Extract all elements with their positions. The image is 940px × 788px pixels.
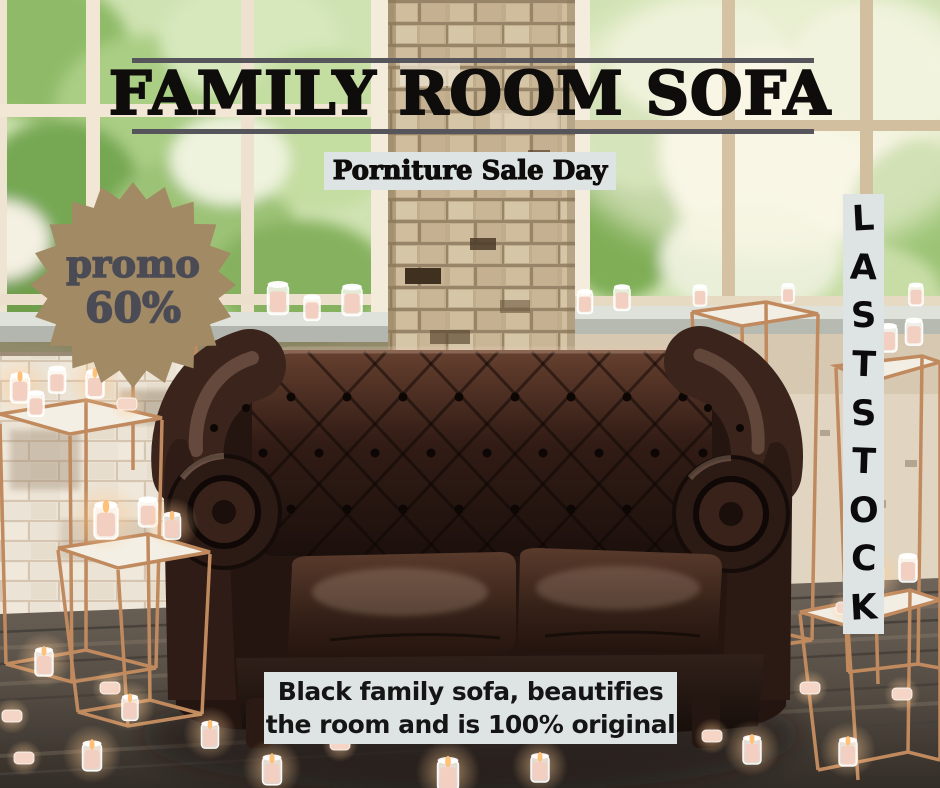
- side-banner-letter: C: [849, 538, 878, 580]
- side-banner-letter: S: [849, 295, 878, 337]
- promo-badge-label: promo: [66, 242, 200, 286]
- side-banner-letter: K: [848, 587, 879, 629]
- caption-panel: [264, 672, 677, 744]
- side-banner-letter: S: [849, 392, 878, 435]
- caption-line-1: Black family sofa, beautifies: [277, 677, 664, 706]
- caption-line-2: the room and is 100% original: [265, 710, 676, 739]
- side-banner: [843, 194, 884, 634]
- title-rule-bottom: [132, 129, 814, 134]
- side-banner-letter: A: [849, 247, 878, 289]
- promo-badge: [30, 182, 236, 388]
- poster-subtitle: Porniture Sale Day: [332, 156, 608, 186]
- side-banner-letter: T: [850, 344, 877, 386]
- side-banner-letter: O: [847, 489, 880, 532]
- side-banner-letter: L: [851, 198, 876, 240]
- side-banner-letter: T: [850, 441, 877, 483]
- promo-badge-value: 60%: [84, 284, 181, 332]
- poster-title: FAMILY ROOM SOFA: [108, 58, 832, 129]
- subtitle-panel: [324, 152, 616, 190]
